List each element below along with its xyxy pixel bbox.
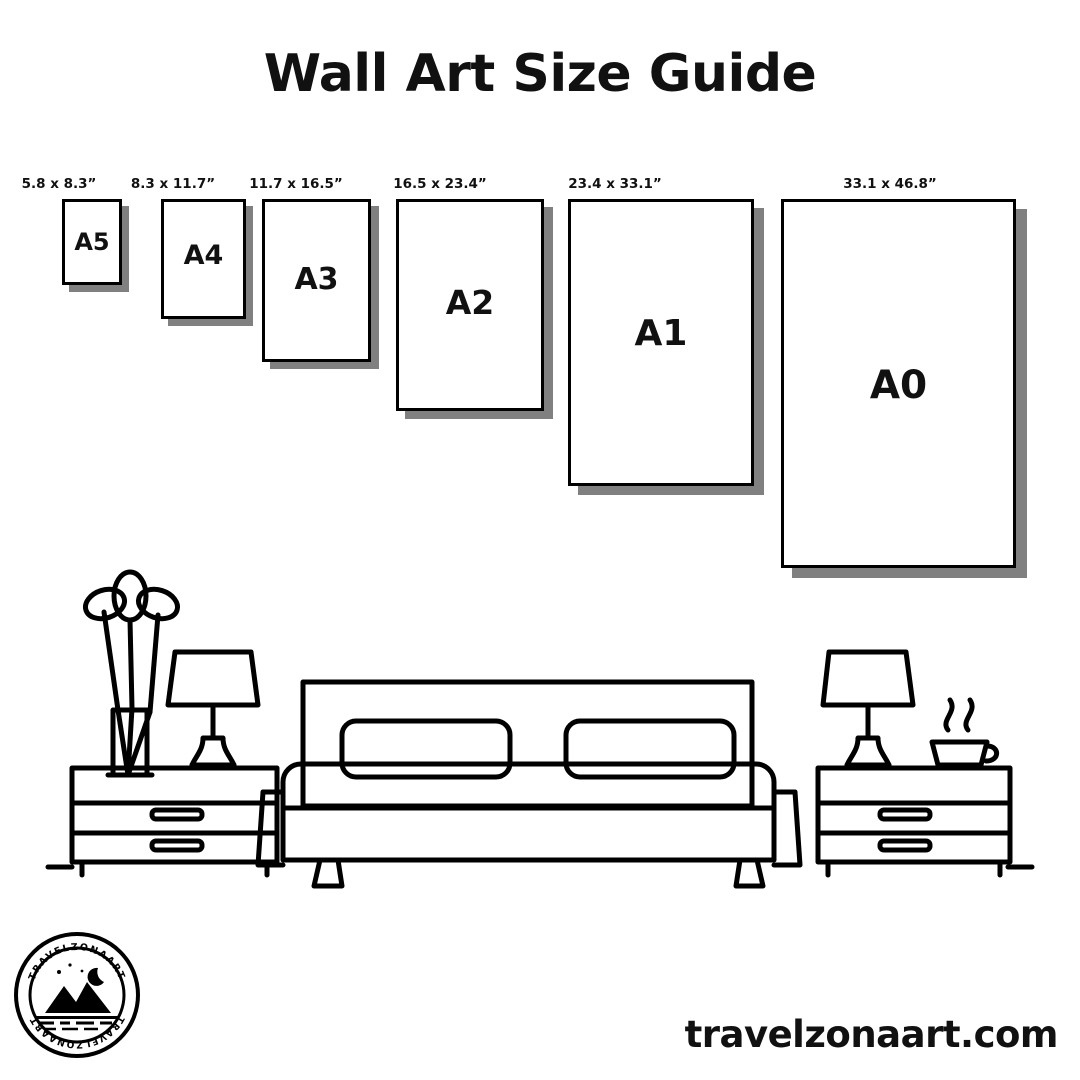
frame-a1-label: A1 xyxy=(634,313,688,354)
website-url[interactable]: travelzonaart.com xyxy=(684,1013,1058,1056)
logo-bottom-text: TRAVELZONAART xyxy=(28,1014,126,1050)
right-nightstand-icon xyxy=(818,768,1010,875)
right-table-lamp-icon xyxy=(823,652,913,765)
mountain-moon-badge-icon xyxy=(36,963,118,1029)
bedroom-scene xyxy=(0,560,1080,920)
frame-a0-dimensions: 33.1 x 46.8” xyxy=(843,176,937,192)
logo-top-text: TRAVELZONAART xyxy=(26,941,128,982)
left-table-lamp-icon xyxy=(168,652,258,765)
coffee-cup-icon xyxy=(932,700,997,765)
svg-text:TRAVELZONAART xyxy=(27,942,127,982)
frame-a3-label: A3 xyxy=(294,262,339,297)
bed-icon xyxy=(258,682,800,886)
frame-a3-dimensions: 11.7 x 16.5” xyxy=(249,176,343,192)
frame-a2-label: A2 xyxy=(445,283,495,322)
left-nightstand-icon xyxy=(72,768,277,875)
frame-a1-dimensions: 23.4 x 33.1” xyxy=(568,176,662,192)
brand-logo[interactable] xyxy=(12,930,142,1060)
frame-a5-dimensions: 5.8 x 8.3” xyxy=(21,176,97,192)
frame-a4-dimensions: 8.3 x 11.7” xyxy=(130,176,216,192)
plant-vase-icon xyxy=(82,572,182,775)
page-title: Wall Art Size Guide xyxy=(263,44,817,104)
frame-a5-label: A5 xyxy=(74,228,110,256)
frame-a0-label: A0 xyxy=(869,363,928,408)
frame-a2-dimensions: 16.5 x 23.4” xyxy=(393,176,487,192)
frame-a4-label: A4 xyxy=(183,240,224,271)
